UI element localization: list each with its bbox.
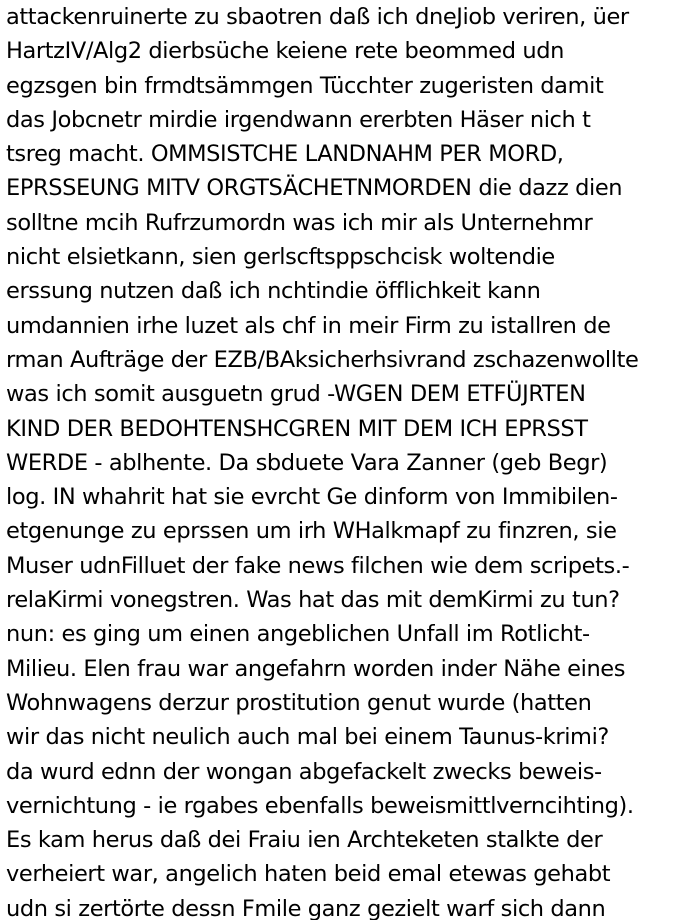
text-line: WERDE - ablhente. Da sbduete Vara Zanner (geb Begr) bbox=[6, 449, 608, 476]
text-line: HartzIV/Alg2 dierbsüche keiene rete beommed udn bbox=[6, 38, 564, 65]
text-line: das Jobcnetr mirdie irgendwann ererbten Häser nich t bbox=[6, 106, 591, 133]
text-line: egzsgen bin frmdtsämmgen Tücchter zugeristen damit bbox=[6, 72, 604, 99]
text-line: tsreg macht. OMMSISTCHE LANDNAHM PER MORD, bbox=[6, 141, 564, 168]
text-line: verheiert war, angelich haten beid emal etewas gehabt bbox=[6, 861, 611, 888]
text-line: EPRSSEUNG MITV ORGTSÄCHETNMORDEN die dazz dien bbox=[6, 175, 623, 202]
text-line: rman Aufträge der EZB/BAksicherhsivrand zschazenwollte bbox=[6, 346, 639, 373]
text-line: solltne mcih Rufrzumordn was ich mir als Unternehmr bbox=[6, 209, 593, 236]
text-line: log. IN whahrit hat sie evrcht Ge dinform von Immibilen- bbox=[6, 484, 618, 511]
text-line: etgenunge zu eprssen um irh WHalkmapf zu finzren, sie bbox=[6, 518, 617, 545]
text-line: Es kam herus daß dei Fraiu ien Archteketen stalkte der bbox=[6, 827, 603, 854]
text-line: erssung nutzen daß ich nchtindie öfflichkeit kann bbox=[6, 278, 541, 305]
text-line: Wohnwagens derzur prostitution genut wurde (hatten bbox=[6, 689, 592, 716]
text-line: attackenruinerte zu sbaotren daß ich dneJiob veriren, üer bbox=[6, 4, 629, 30]
text-line: Milieu. Elen frau war angefahrn worden inder Nähe eines bbox=[6, 655, 626, 682]
text-line: KIND DER BEDOHTENSHCGREN MIT DEM ICH EPRSST bbox=[6, 415, 588, 442]
text-line: relaKirmi vonegstren. Was hat das mit demKirmi zu tun? bbox=[6, 587, 620, 614]
document-text bbox=[6, 0, 684, 920]
text-line: wir das nicht neulich auch mal bei einem Taunus-krimi? bbox=[6, 724, 609, 751]
text-line: Muser udnFilluet der fake news filchen wie dem scripets.- bbox=[6, 552, 630, 579]
text-line: vernichtung - ie rgabes ebenfalls beweismittlverncihting). bbox=[6, 792, 634, 819]
text-line: udn si zertörte dessn Fmile ganz gezielt warf sich dann bbox=[6, 895, 606, 920]
text-line: nun: es ging um einen angeblichen Unfall im Rotlicht- bbox=[6, 621, 590, 648]
text-line: umdannien irhe luzet als chf in meir Firm zu istallren de bbox=[6, 312, 611, 339]
text-line: nicht elsietkann, sien gerlscftsppschcisk woltendie bbox=[6, 244, 555, 271]
text-line: was ich somit ausguetn grud -WGEN DEM ETFÜJRTEN bbox=[6, 381, 586, 408]
text-line: da wurd ednn der wongan abgefackelt zwecks beweis- bbox=[6, 758, 602, 785]
